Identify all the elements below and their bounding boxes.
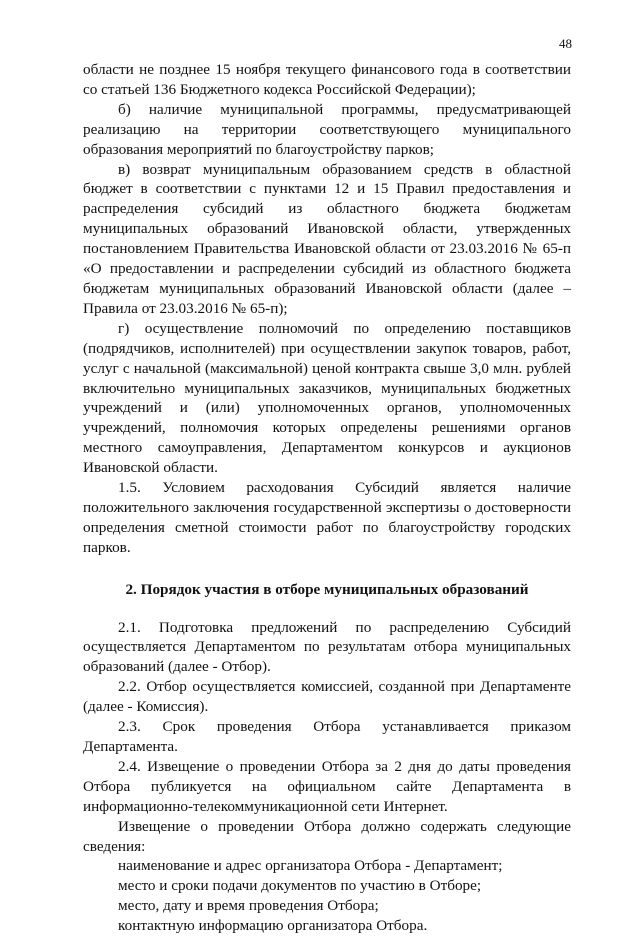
paragraph-item-g: г) осуществление полномочий по определению поставщиков (подрядчиков, исполнителей) при осуществлении закупок товаров, работ, услуг с начальной (максимальной) ценой контракта свыше 3,0 млн. рублей включительно муниципальных заказчиков, муниципальных бюджетных учреждений и (или) уполномоченных органов, уполномоченных учреждений, полномочия которых определены решениями органов местного самоуправления, Департаментом конкурсов и аукционов Ивановской области. (83, 319, 571, 477)
list-item: контактную информацию организатора Отбора. (118, 917, 428, 935)
section-heading: 2. Порядок участия в отборе муниципальных образований (125, 580, 529, 598)
paragraph-2-3: 2.3. Срок проведения Отбора устанавливается приказом Департамента. (83, 718, 571, 755)
document-body (83, 60, 571, 936)
paragraph-notice-intro: Извещение о проведении Отбора должно содержать следующие сведения: (83, 817, 571, 855)
paragraph-item-v: в) возврат муниципальным образованием средств в областной бюджет в соответствии с пунктами 12 и 15 Правил предоставления и распределения субсидий из областного бюджета бюджетам муниципальных образований Ивановской области, утвержденных постановлением Правительства Ивановской области от 23.03.2016 № 65-п «О предоставлении и распределении субсидий из областного бюджета бюджетам муниципальных образований Ивановской области (далее – Правила от 23.03.2016 № 65-п); (83, 160, 571, 317)
paragraph-2-2: 2.2. Отбор осуществляется комиссией, созданной при Департаменте (далее - Комиссия). (83, 678, 571, 716)
paragraph-1-5: 1.5. Условием расходования Субсидий является наличие положительного заключения государственной экспертизы о достоверности определения сметной стоимости работ по благоустройству городских парков. (83, 479, 571, 556)
paragraph-continuation: области не позднее 15 ноября текущего финансового года в соответствии со статьей 136 Бюджетного кодекса Российской Федерации); (83, 61, 571, 98)
page-number: 48 (559, 36, 572, 51)
paragraph-2-1: 2.1. Подготовка предложений по распределению Субсидий осуществляется Департаментом по результатам отбора муниципальных образований (далее - Отбор). (83, 618, 571, 676)
list-item: место и сроки подачи документов по участию в Отборе; (118, 877, 482, 895)
paragraph-item-b: б) наличие муниципальной программы, предусматривающей реализацию на территории соответствующего муниципального образования мероприятий по благоустройству парков; (83, 100, 571, 158)
list-item: место, дату и время проведения Отбора; (118, 897, 379, 915)
paragraph-2-4: 2.4. Извещение о проведении Отбора за 2 дня до даты проведения Отбора публикуется на официальном сайте Департамента в информационно-телекоммуникационной сети Интернет. (83, 757, 571, 815)
list-item: наименование и адрес организатора Отбора - Департамент; (118, 857, 503, 875)
